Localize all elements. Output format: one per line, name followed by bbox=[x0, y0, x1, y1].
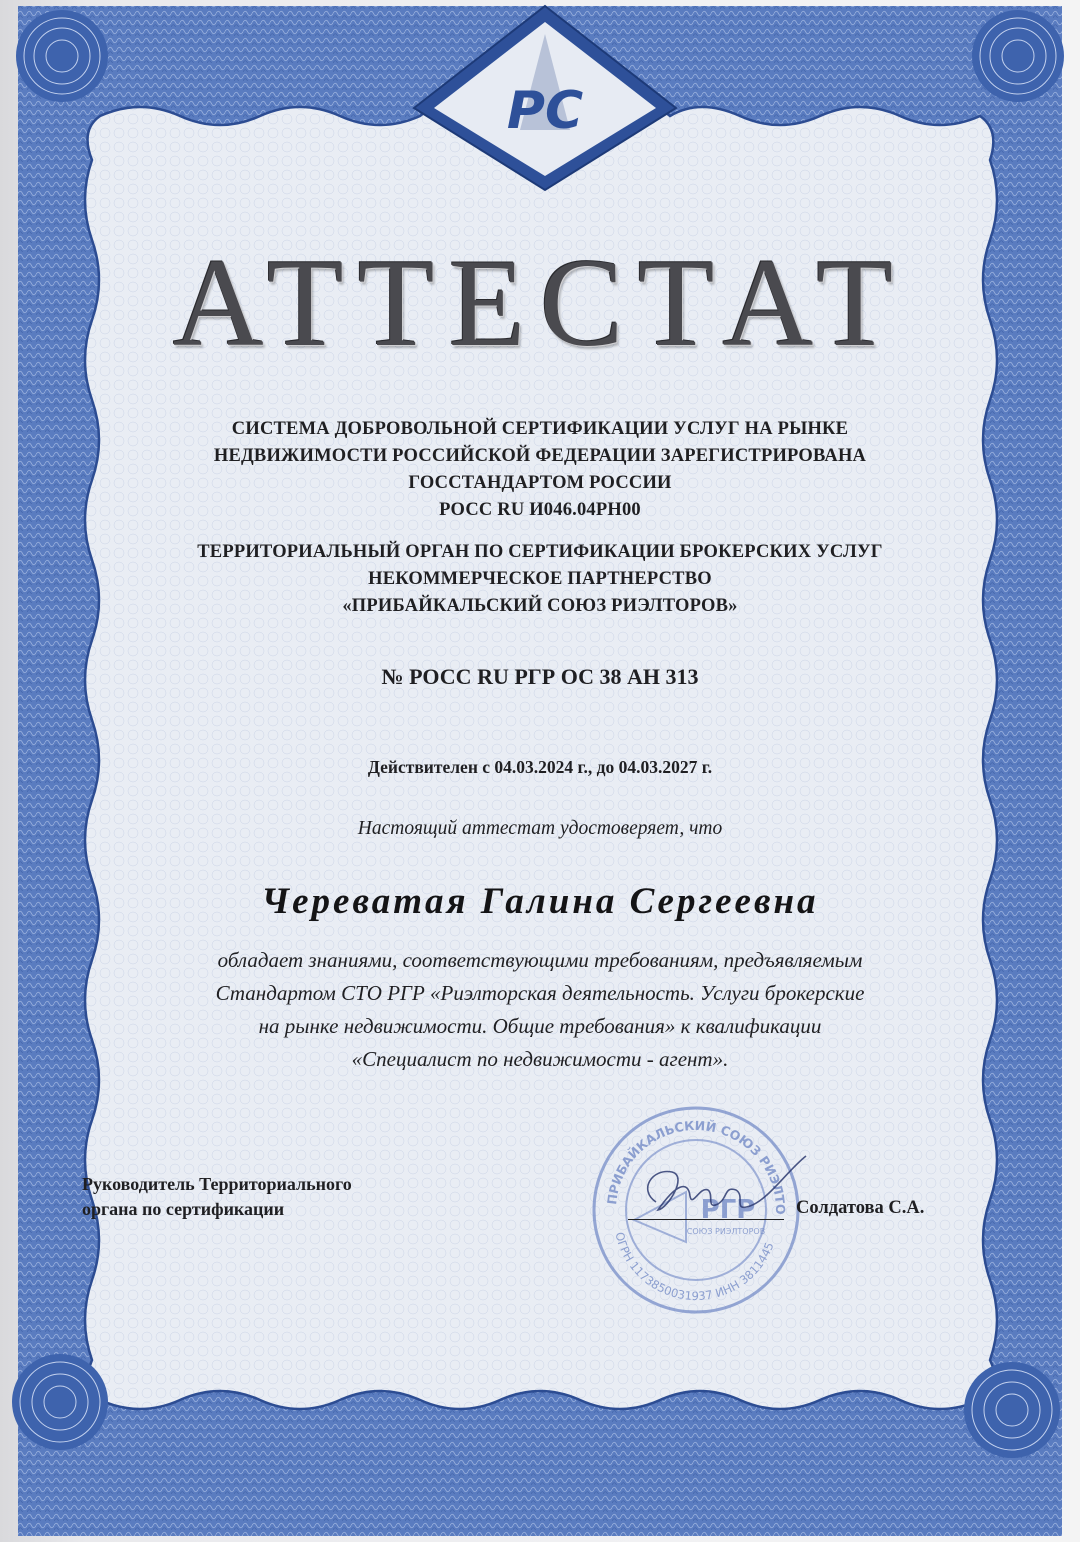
qualification-line: «Специалист по недвижимости - агент». bbox=[351, 1047, 729, 1071]
rosette-top-left bbox=[16, 10, 108, 102]
signatory-position bbox=[82, 1172, 352, 1222]
block1-line: РОСС RU И046.04РН00 bbox=[439, 500, 641, 520]
rosette-bottom-left bbox=[12, 1354, 108, 1450]
stamp-subtitle: СОЮЗ РИЭЛТОРОВ bbox=[686, 1227, 766, 1236]
block1-line: НЕДВИЖИМОСТИ РОССИЙСКОЙ ФЕДЕРАЦИИ ЗАРЕГИСТРИРОВАНА bbox=[213, 446, 867, 466]
certifies-lead: Настоящий аттестат удостоверяет, что bbox=[357, 818, 723, 839]
qualification-line: Стандартом СТО РГР «Риэлторская деятельность. Услуги брокерские bbox=[215, 981, 865, 1005]
validity-period: Действителен с 04.03.2024 г., до 04.03.2027 г. bbox=[367, 757, 713, 777]
signatory-position-line: органа по сертификации bbox=[82, 1199, 285, 1219]
signatory-position-line: Руководитель Территориального bbox=[82, 1174, 352, 1194]
signatory-name: Солдатова С.А. bbox=[796, 1198, 925, 1218]
holder-name: Череватая Галина Сергеевна bbox=[261, 881, 819, 922]
block1-line: ГОССТАНДАРТОМ РОССИИ bbox=[408, 473, 672, 493]
block1-line: СИСТЕМА ДОБРОВОЛЬНОЙ СЕРТИФИКАЦИИ УСЛУГ НА РЫНКЕ bbox=[231, 419, 849, 439]
document-title: АТТЕСТАТ bbox=[172, 234, 908, 373]
block2-line: «ПРИБАЙКАЛЬСКИЙ СОЮЗ РИЭЛТОРОВ» bbox=[342, 596, 738, 616]
block2-line: ТЕРРИТОРИАЛЬНЫЙ ОРГАН ПО СЕРТИФИКАЦИИ БРОКЕРСКИХ УСЛУГ bbox=[197, 542, 883, 562]
stamp-ring-bottom: ОГРН 1173850031937 ИНН 3811445 bbox=[612, 1230, 777, 1304]
qualification-line: на рынке недвижимости. Общие требования» к квалификации bbox=[258, 1014, 822, 1038]
certification-body-block bbox=[0, 539, 1080, 620]
rosette-bottom-right bbox=[964, 1362, 1060, 1458]
qualification-line: обладает знаниями, соответствующими требованиям, предъявляемым bbox=[217, 948, 863, 972]
qualification-text bbox=[0, 944, 1080, 1076]
emblem-letters: РС bbox=[506, 81, 584, 141]
stamp-center-text: РГР bbox=[700, 1195, 756, 1225]
rosette-top-right bbox=[972, 10, 1064, 102]
signature-line bbox=[628, 1219, 784, 1220]
block2-line: НЕКОММЕРЧЕСКОЕ ПАРТНЕРСТВО bbox=[368, 569, 712, 589]
certification-system-block bbox=[0, 416, 1080, 524]
registration-number: № РОСС RU РГР ОС 38 АН 313 bbox=[381, 664, 699, 689]
stamp-ring-top: ПРИБАЙКАЛЬСКИЙ СОЮЗ РИЭЛТО bbox=[604, 1117, 789, 1215]
